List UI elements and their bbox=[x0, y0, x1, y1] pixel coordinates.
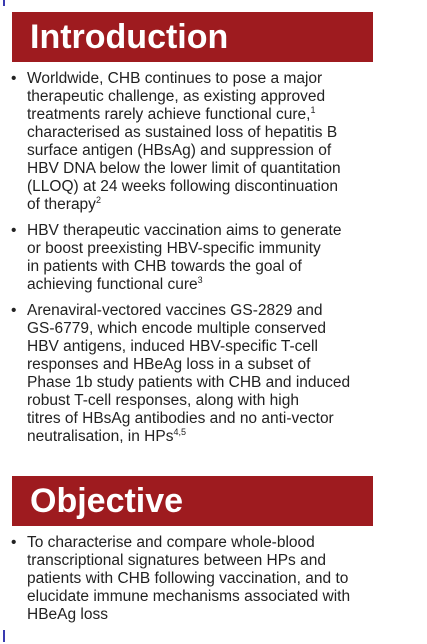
bullet-line: responses and HBeAg loss in a subset of bbox=[27, 356, 311, 373]
bullet-line: elucidate immune mechanisms associated with bbox=[27, 588, 351, 605]
bullet-line: HBeAg loss bbox=[27, 606, 108, 623]
bullet-line: GS-6779, which encode multiple conserved bbox=[27, 320, 326, 337]
bullet-line: To characterise and compare whole-blood bbox=[27, 534, 315, 551]
bullet-line: patients with CHB following vaccination, and to bbox=[27, 570, 349, 587]
bullet-line: HBV therapeutic vaccination aims to generate bbox=[27, 222, 342, 239]
edge-marker-top bbox=[3, 0, 5, 6]
bullet-line: robust T-cell responses, along with high bbox=[27, 392, 299, 409]
bullet-line: Arenaviral-vectored vaccines GS-2829 and bbox=[27, 302, 323, 319]
reference-superscript: 2 bbox=[95, 194, 101, 205]
bullet-line: surface antigen (HBsAg) and suppression of bbox=[27, 142, 332, 159]
bullet-line: treatments rarely achieve functional cure, bbox=[27, 106, 311, 123]
bullet-line: therapeutic challenge, as existing approved bbox=[27, 88, 326, 105]
bullet-line: transcriptional signatures between HPs and bbox=[27, 552, 326, 569]
bullet-line: Worldwide, CHB continues to pose a major bbox=[27, 70, 323, 87]
bullet-marker: • bbox=[11, 534, 17, 551]
bullet-line: or boost preexisting HBV-specific immunity bbox=[27, 240, 321, 257]
intro-bullet-3 bbox=[10, 302, 390, 446]
reference-superscript: 4,5 bbox=[173, 426, 186, 437]
bullet-line: of therapy bbox=[27, 196, 96, 213]
objective-bullet-1 bbox=[10, 534, 390, 624]
objective-bullet-list bbox=[10, 534, 390, 632]
bullet-line: neutralisation, in HPs bbox=[27, 428, 174, 445]
bullet-line: achieving functional cure bbox=[27, 276, 198, 293]
bullet-marker: • bbox=[11, 70, 17, 87]
intro-bullet-2 bbox=[10, 222, 390, 294]
bullet-marker: • bbox=[11, 222, 17, 239]
edge-marker-bottom bbox=[3, 630, 5, 642]
bullet-line: titres of HBsAg antibodies and no anti-vector bbox=[27, 410, 334, 427]
bullet-line: HBV antigens, induced HBV-specific T-cell bbox=[27, 338, 318, 355]
objective-heading: Objective bbox=[12, 476, 373, 526]
bullet-text bbox=[27, 70, 390, 214]
introduction-heading: Introduction bbox=[12, 12, 373, 62]
reference-superscript: 1 bbox=[310, 104, 316, 115]
bullet-marker: • bbox=[11, 302, 17, 319]
bullet-text bbox=[27, 302, 390, 446]
bullet-line: (LLOQ) at 24 weeks following discontinuation bbox=[27, 178, 339, 195]
reference-superscript: 3 bbox=[197, 274, 203, 285]
bullet-line: Phase 1b study patients with CHB and induced bbox=[27, 374, 351, 391]
bullet-text bbox=[27, 222, 390, 294]
intro-bullet-1 bbox=[10, 70, 390, 214]
bullet-line: in patients with CHB towards the goal of bbox=[27, 258, 302, 275]
bullet-line: HBV DNA below the lower limit of quantitation bbox=[27, 160, 341, 177]
introduction-bullet-list bbox=[10, 70, 390, 454]
bullet-line: characterised as sustained loss of hepatitis B bbox=[27, 124, 338, 141]
bullet-text bbox=[27, 534, 390, 624]
